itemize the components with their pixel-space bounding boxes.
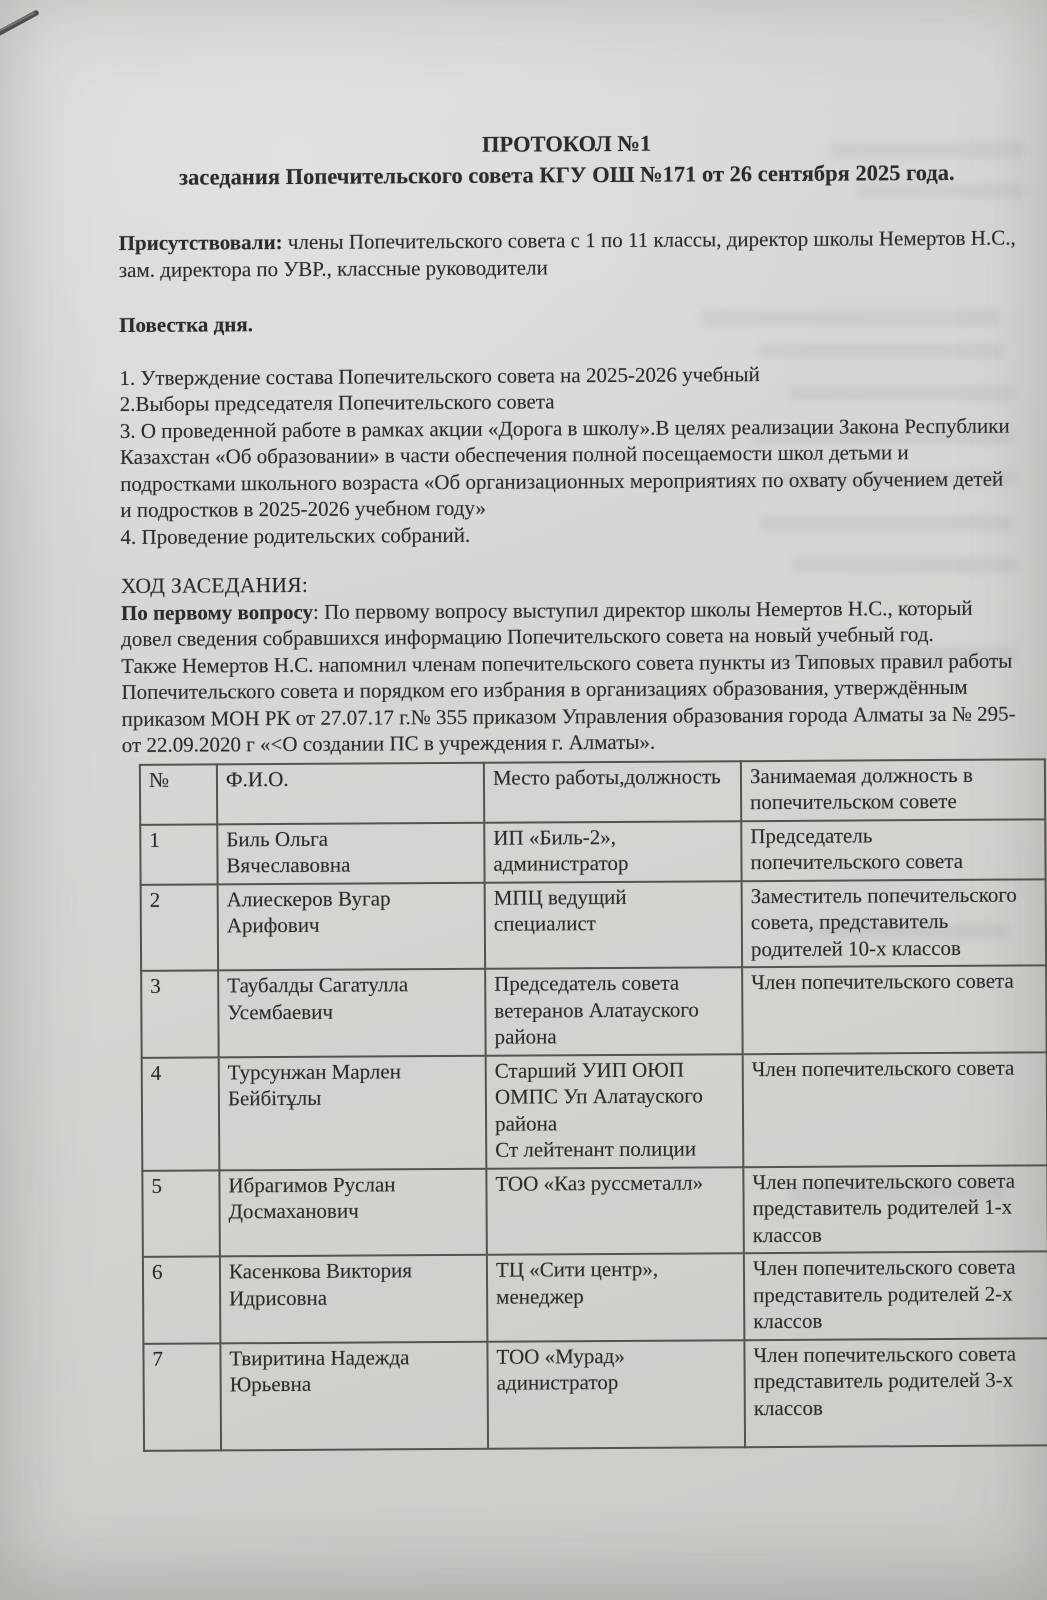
cell-number: 3 [141, 970, 219, 1057]
attendees-paragraph [119, 225, 1016, 283]
cell-number: 1 [140, 824, 217, 884]
cell-workplace: ТОО «Мурад» адинистратор [487, 1340, 745, 1449]
attendees-label: Присутствовали: [118, 229, 283, 255]
cell-name: Алиескеров Вугар Арифович [218, 882, 486, 970]
table-header-row [140, 759, 1045, 825]
cell-name: Биль Ольга Вячеславовна [217, 822, 484, 884]
first-question-paragraph-2: Также Немертов Н.С. напомнил членам попечительского совета пункты из Типовых правил работы Попечительского совета и порядком его избрания в организациях образования, утверждённым приказом МОН РК от 27.07.17 г.№ 355 приказом Управления образования города Алматы за № 295- от 22.09.2020 г «<О создании ПС в учреждения г. Алматы». [121, 648, 1016, 757]
cell-number: 7 [143, 1343, 221, 1450]
agenda-item-1: 1. Утверждение состава Попечительского совета на 2025-2026 учебный [119, 361, 760, 390]
agenda-heading: Повестка дня. [119, 312, 253, 337]
header-workplace: Место работы,должность [484, 761, 741, 823]
table-row [143, 1338, 1047, 1451]
agenda-item-3: 3. О проведенной работе в рамках акции «Дорога в школу».В целях реализации Закона Республики Казахстан «Об образовании» в части обеспечения полной посещаемости школ детьми и подростками школьного возраста «Об организационных мероприятиях по охвату обучением детей и подростков в 2025-2026 учебном году» [119, 413, 1010, 522]
header-number: № [140, 764, 217, 824]
cell-workplace: Председатель совета ветеранов Алатауского района [485, 967, 743, 1055]
cell-name: Таубалды Сагатулла Усембаевич [218, 969, 486, 1057]
table-row [140, 819, 1045, 885]
cell-number: 2 [141, 884, 219, 971]
first-question-label: По первому вопросу [120, 599, 314, 625]
cell-workplace: МПЦ ведущий специалист [485, 881, 743, 969]
table-row [142, 1052, 1047, 1171]
agenda-item-2: 2.Выборы председателя Попечительского совета [119, 389, 555, 416]
cell-number: 5 [142, 1170, 220, 1257]
protocol-document [118, 126, 1023, 1452]
header-role: Занимаемая должность в попечительском совете [741, 759, 1045, 821]
cell-workplace: ИП «Биль-2», администратор [484, 821, 741, 883]
table-row [141, 879, 1047, 971]
cell-name: Турсунжан Марлен Бейбітұлы [219, 1055, 487, 1170]
cell-role: Член попечительского совета представитель родителей 3-х классов [744, 1338, 1047, 1447]
cell-workplace: Старший УИП ОЮП ОМПС Уп Алатауского района Ст лейтенант полиции [486, 1054, 744, 1169]
proceedings-heading: ХОД ЗАСЕДАНИЯ: [120, 572, 309, 598]
cell-name: Касенкова Виктория Идрисовна [220, 1255, 488, 1343]
cell-number: 4 [142, 1057, 220, 1170]
cell-workplace: ТОО «Каз руссметалл» [486, 1167, 744, 1255]
first-question-text: : По первому вопросу выступил директор школы Немертов Н.С., который довел сведения собравшихся информацию Попечительского совета на новый учебный год. [121, 595, 973, 651]
cell-name: Ибрагимов Руслан Досмаханович [219, 1168, 487, 1256]
attendees-text: члены Попечительского совета с 1 по 11 классы, директор школы Немертов Н.С., зам. директора по УВР., классные руководители [118, 225, 1016, 282]
pen-tip-icon [0, 0, 64, 60]
cell-role: Член попечительского совета [742, 965, 1047, 1053]
first-question-paragraph [121, 594, 1018, 652]
cell-name: Твиритина Надежда Юрьевна [220, 1341, 488, 1450]
protocol-subtitle: заседания Попечительского совета КГУ ОШ №171 от 26 сентября 2025 года. [178, 159, 955, 190]
cell-role: Председатель попечительского совета [741, 819, 1045, 881]
header-name: Ф.И.О. [217, 762, 484, 824]
cell-number: 6 [143, 1256, 221, 1343]
table-row [142, 1165, 1047, 1257]
cell-role: Член попечительского совета представитель родителей 1-х классов [743, 1165, 1047, 1253]
cell-workplace: ТЦ «Сити центр», менеджер [487, 1253, 745, 1341]
table-row [143, 1251, 1047, 1343]
agenda-item-4: 4. Проведение родительских собраний. [120, 522, 471, 549]
cell-role: Член попечительского совета представитель родителей 2-х классов [744, 1251, 1047, 1339]
agenda-list [119, 359, 1017, 550]
protocol-title-block [118, 126, 1015, 193]
trustee-members-table [139, 758, 1047, 1452]
protocol-title: ПРОТОКОЛ №1 [481, 130, 652, 157]
cell-role: Заместитель попечительского совета, представитель родителей 10-х классов [742, 879, 1047, 967]
cell-role: Член попечительского совета [743, 1052, 1047, 1167]
table-row [141, 965, 1047, 1057]
